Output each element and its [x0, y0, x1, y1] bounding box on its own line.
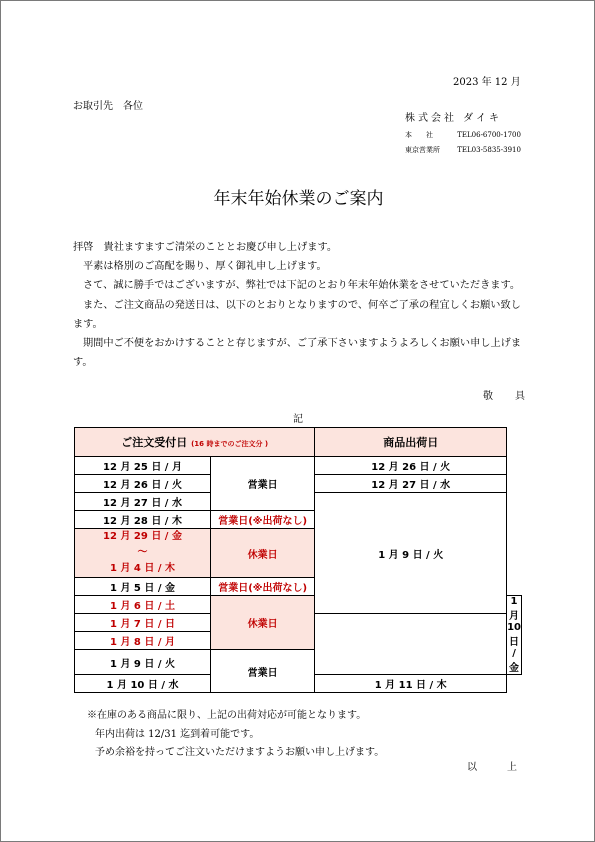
order-cutoff-note: (16 時までのご注文分 ) — [191, 440, 269, 448]
paragraph: また、ご注文商品の発送日は、以下のとおりとなりますので、何卒ご了承の程宜しくお願い致します。 — [73, 299, 521, 330]
issue-date: 2023 年 12 月 — [453, 77, 521, 88]
contact-tokyo-office — [405, 145, 521, 155]
status-holiday: 休業日 — [211, 596, 315, 650]
range-tilde: ～ — [137, 547, 148, 558]
status-holiday: 休業日 — [211, 529, 315, 578]
ship-date: 1 月 10 日 / 金 — [507, 596, 521, 674]
ship-date-header: 商品出荷日 — [315, 428, 507, 457]
order-date: 12 月 26 日 / 火 — [75, 475, 211, 493]
order-date-range — [75, 529, 211, 578]
order-date: 1 月 6 日 / 土 — [75, 596, 211, 614]
table-header-row — [75, 428, 522, 457]
status-business-no-ship: 営業日(※出荷なし) — [211, 578, 315, 596]
letter-body — [73, 238, 527, 372]
ship-date: 12 月 26 日 / 火 — [315, 457, 507, 475]
status-business-no-ship: 営業日(※出荷なし) — [211, 511, 315, 529]
footnote-year-end: 年内出荷は 12/31 迄到着可能です。 — [95, 729, 260, 740]
ship-date: 1 月 11 日 / 木 — [315, 675, 507, 693]
contact-label: 本 社 — [405, 131, 433, 139]
status-business: 営業日 — [211, 457, 315, 511]
order-date: 1 月 8 日 / 月 — [75, 632, 211, 650]
ship-date: 1 月 9 日 / 火 — [315, 493, 507, 614]
table-row — [75, 650, 522, 675]
footnote-request: 予め余裕を持ってご注文いただけますようお願い申し上げます。 — [95, 747, 385, 758]
closing-keigu: 敬 具 — [483, 391, 531, 402]
ship-date: 12 月 27 日 / 水 — [315, 475, 507, 493]
schedule-table — [74, 427, 522, 693]
recipient: お取引先 各位 — [73, 101, 143, 112]
paragraph: 平素は格別のご高配を賜り、厚く御礼申し上げます。 — [83, 261, 327, 273]
status-business: 営業日 — [211, 650, 315, 693]
range-end: 1 月 4 日 / 木 — [110, 563, 175, 574]
order-date: 1 月 9 日 / 火 — [75, 650, 211, 675]
contact-head-office — [405, 130, 521, 140]
order-date: 12 月 28 日 / 木 — [75, 511, 211, 529]
order-date: 12 月 27 日 / 水 — [75, 493, 211, 511]
order-date: 1 月 7 日 / 日 — [75, 614, 211, 632]
greeting: 拝啓 貴社ますますご清栄のこととお慶び申し上げます。 — [73, 242, 338, 253]
company-name: 株式会社 ダイキ — [405, 113, 502, 124]
paragraph: 期間中ご不便をおかけすることと存じますが、ご了承下さいますようよろしくお願い申し上げます。 — [73, 338, 522, 369]
footnote-stock: ※在庫のある商品に限り、上記の出荷対応が可能となります。 — [87, 710, 367, 721]
contact-tel: TEL03-5835-3910 — [457, 146, 521, 154]
contact-tel: TEL06-6700-1700 — [457, 131, 521, 139]
closing-ijo: 以 上 — [467, 762, 527, 773]
order-date-header-label: ご注文受付日 — [121, 436, 188, 449]
order-date: 12 月 25 日 / 月 — [75, 457, 211, 475]
paragraph: さて、誠に勝手ではございますが、弊社では下記のとおり年末年始休業をさせていただきます。 — [83, 280, 521, 292]
order-date-header — [75, 428, 315, 457]
document-title: 年末年始休業のご案内 — [213, 189, 384, 209]
order-date: 1 月 10 日 / 水 — [75, 675, 211, 693]
table-row — [75, 457, 522, 475]
order-date: 1 月 5 日 / 金 — [75, 578, 211, 596]
contact-label: 東京営業所 — [405, 146, 440, 154]
range-start: 12 月 29 日 / 金 — [103, 531, 182, 542]
ki-marker: 記 — [293, 414, 303, 425]
